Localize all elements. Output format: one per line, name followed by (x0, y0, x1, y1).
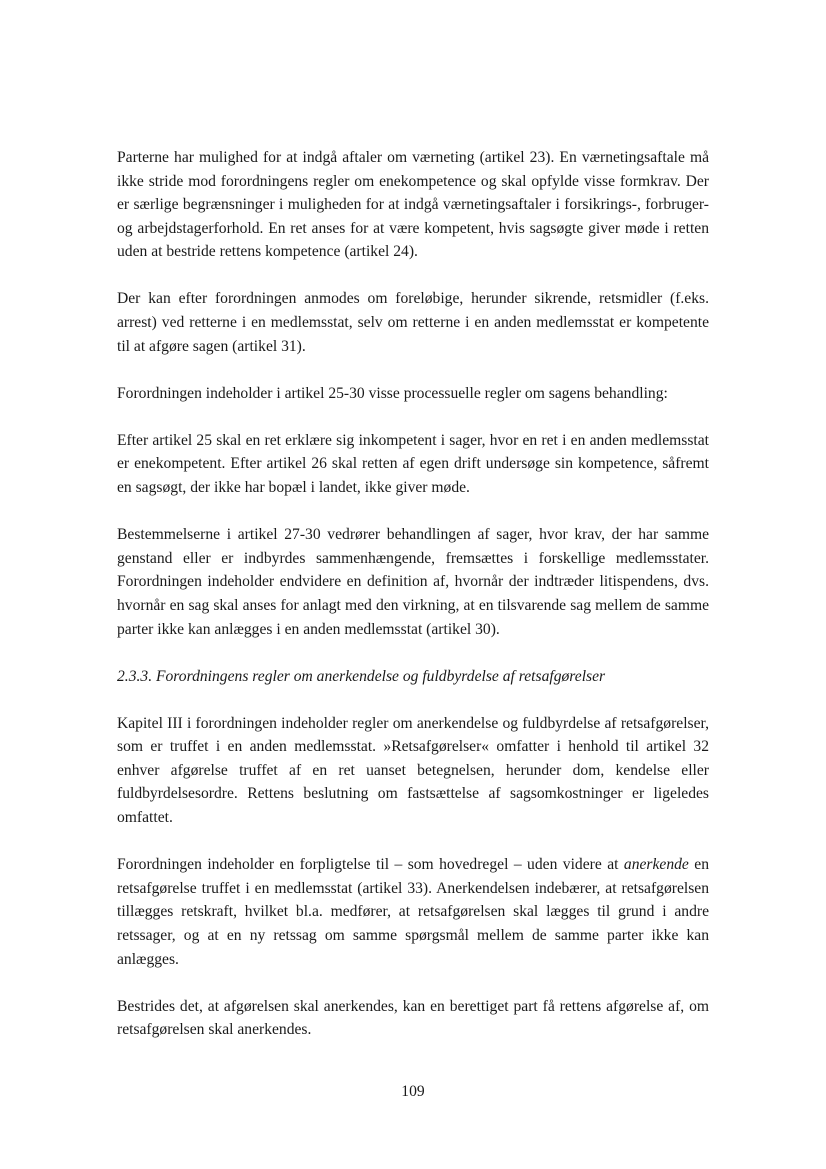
paragraph-procedural-rules: Forordningen indeholder i artikel 25-30 visse processuelle regler om sagens behandling: (117, 384, 668, 402)
paragraph-provisional-measures: Der kan efter forordningen anmodes om foreløbige, herunder sikrende, retsmidler (f.eks. arrest) ved retterne i en medlemsstat, selv om retterne i en anden medlemsstat er kompetente til at afgøre sagen (artikel 31). (117, 290, 709, 355)
page-body (117, 146, 709, 1065)
section-heading: 2.3.3. Forordningens regler om anerkendelse og fuldbyrdelse af retsafgørelser (117, 667, 606, 685)
paragraph-chapter-iii: Kapitel III i forordningen indeholder regler om anerkendelse og fuldbyrdelse af retsafgørelser, som er truffet i en anden medlemsstat. »Retsafgørelser« omfatter i henhold til artikel 32 enhver afgørelse truffet af en ret uanset betegnelsen, herunder dom, kendelse eller fuldbyrdelsesordre. Rettens beslutning om fastsættelse af sagsomkostninger er ligeledes omfattet. (117, 714, 709, 827)
paragraph-article-25-26: Efter artikel 25 skal en ret erklære sig inkompetent i sager, hvor en ret i en anden medlemsstat er enekompetent. Efter artikel 26 skal retten af egen drift undersøge sin kompetence, såfremt en sagsøgt, der ikke har bopæl i landet, ikke giver møde. (117, 431, 709, 497)
paragraph-venue-agreements: Parterne har mulighed for at indgå aftaler om værneting (artikel 23). En værnetingsaftale må ikke stride mod forordningens regler om enekompetence og skal opfylde visse formkrav. Der er særlige begrænsninger i muligheden for at indgå værnetingsaftaler i forsikrings-, forbruger- og arbejdstagerforhold. En ret anses for at være kompetent, hvis sagsøgte giver møde i retten uden at bestride rettens kompetence (artikel 24). (117, 149, 709, 261)
recognition-text-end: en retsafgørelse truffet i en medlemsstat (artikel 33). Anerkendelsen indebærer, at retsafgørelsen tillægges retskraft, hvilket bl.a. medfører, at retsafgørelsen skal lægges til grund i andre retssager, og at en ny retssag om samme spørgsmål mellem de samme parter ikke kan anlægges. (117, 856, 709, 968)
paragraph-article-27-30: Bestemmelserne i artikel 27-30 vedrører behandlingen af sager, hvor krav, der har samme genstand eller er indbyrdes sammenhængende, fremsættes i forskellige medlemsstater. Forordningen indeholder endvidere en definition af, hvornår der indtræder litispendens, dvs. hvornår en sag skal anses for anlagt med den virkning, at en tilsvarende sag mellem de samme parter ikke kan anlægges i en anden medlemsstat (artikel 30). (117, 526, 709, 638)
page-number: 109 (401, 1083, 425, 1100)
recognition-text-start: Forordningen indeholder en forpligtelse til – som hovedregel – uden videre at (117, 856, 624, 874)
paragraph-recognition (117, 853, 709, 971)
recognition-emphasis: anerkende (623, 856, 689, 874)
paragraph-contested-recognition: Bestrides det, at afgørelsen skal anerkendes, kan en berettiget part få rettens afgørelse af, om retsafgørelsen skal anerkendes. (117, 997, 709, 1039)
